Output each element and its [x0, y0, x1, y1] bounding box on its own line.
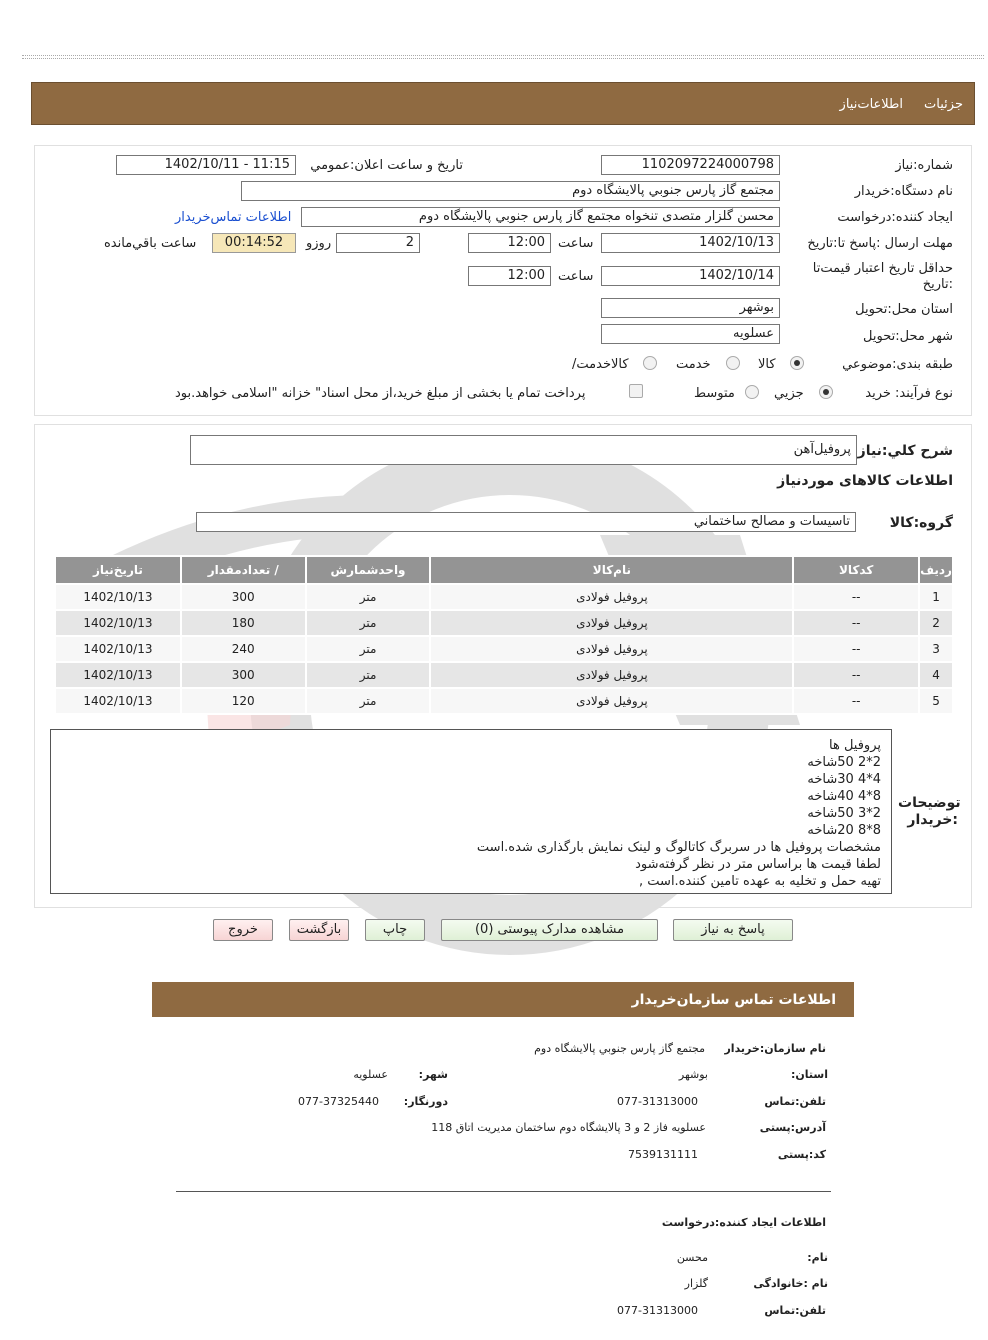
contact-city-label: :شهر: [418, 1068, 448, 1081]
contact-province-value: بوشهر: [678, 1068, 708, 1081]
table-row: [55, 636, 953, 662]
treasury-payment-note: پرداخت تمام يا بخشی از مبلغ خريد،از محل اسناد" خزانه "اسلامی خواهد.بود: [175, 386, 586, 401]
buyer-contact-link[interactable]: اطلاعات تماس‌خريدار: [175, 210, 292, 225]
cell-name: پروفيل فولادی: [430, 610, 793, 636]
contact-phone-value: 077-31313000: [617, 1095, 698, 1108]
cell-row: 4: [919, 662, 953, 688]
send-time-field: 12:00: [468, 233, 551, 253]
creator-field: محسن گلزار متصدی تنخواه مجتمع گاز پارس جنوبي پالايشگاه دوم: [301, 207, 780, 227]
process-label: نوع فرآيند: خريد: [865, 386, 953, 401]
print-button[interactable]: چاپ: [365, 919, 425, 941]
need-summary-label: شرح کلي:نياز: [857, 443, 953, 459]
tab-need-info[interactable]: اطلاعات‌نياز: [839, 97, 903, 112]
cell-date: 1402/10/13: [55, 610, 181, 636]
category-label: طبقه بندی:موضوعي: [842, 357, 953, 372]
creator-label: ايجاد کننده:درخواست: [837, 210, 953, 225]
note-line: 4*4 30شاخه: [807, 772, 881, 787]
treasury-payment-checkbox[interactable]: [629, 384, 643, 398]
contact-divider: [176, 1191, 831, 1192]
table-row: [55, 610, 953, 636]
remaining-timer: 00:14:52: [212, 233, 296, 253]
cell-qty: 300: [181, 662, 306, 688]
remaining-label: ساعت باقي‌مانده: [104, 236, 197, 251]
cell-unit: متر: [306, 610, 431, 636]
col-unit: واحدشمارش: [306, 556, 431, 584]
cell-name: پروفيل فولادی: [430, 688, 793, 714]
items-table: [54, 555, 954, 715]
cell-unit: متر: [306, 662, 431, 688]
contact-postal-value: 7539131111: [628, 1148, 698, 1161]
contact-org-value: مجتمع گاز پارس جنوبي پالايشگاه دوم: [534, 1042, 705, 1055]
province-label: استان محل:تحويل: [855, 302, 953, 317]
cell-qty: 120: [181, 688, 306, 714]
top-divider: [22, 55, 984, 59]
validity-time-field: 12:00: [468, 266, 551, 286]
process-radio-minor[interactable]: [819, 385, 833, 399]
creator-phone-value: 077-31313000: [617, 1304, 698, 1317]
cell-name: پروفيل فولادی: [430, 636, 793, 662]
category-option-goods-service: /کالاخدمت: [572, 357, 629, 372]
buyer-notes-label: توضيحات :خريدار: [898, 795, 961, 828]
cell-date: 1402/10/13: [55, 584, 181, 610]
need-number-label: شماره:نياز: [895, 158, 953, 173]
category-radio-goods[interactable]: [790, 356, 804, 370]
cell-qty: 300: [181, 584, 306, 610]
attachments-button[interactable]: مشاهده مدارک پيوستی (0): [441, 919, 658, 941]
note-line: 8*8 20شاخه: [807, 823, 881, 838]
note-line: 8*4 40شاخه: [807, 789, 881, 804]
cell-date: 1402/10/13: [55, 688, 181, 714]
goods-group-label: گروه:کالا: [889, 515, 953, 531]
cell-row: 1: [919, 584, 953, 610]
contact-phone-label: تلفن:تماس: [764, 1095, 826, 1108]
cell-code: --: [793, 610, 919, 636]
tab-details[interactable]: جزئيات: [924, 97, 963, 112]
process-option-minor: جزيي: [774, 386, 804, 401]
col-qty: / تعدادمقدار: [181, 556, 306, 584]
day-label: روزو: [306, 236, 332, 251]
cell-date: 1402/10/13: [55, 636, 181, 662]
col-row: رديف: [919, 556, 953, 584]
note-line: لطفا قيمت ها براساس متر در نظر گرفته‌شود: [635, 857, 881, 872]
header-bar: [31, 82, 975, 125]
contact-postal-label: کد:پستی: [777, 1148, 826, 1161]
contact-address-label: آدرس:پستی: [759, 1121, 826, 1134]
send-date-field: 1402/10/13: [601, 233, 780, 253]
cell-unit: متر: [306, 584, 431, 610]
cell-name: پروفيل فولادی: [430, 584, 793, 610]
table-row: [55, 688, 953, 714]
province-field: بوشهر: [601, 298, 780, 318]
note-line: مشخصات پروفيل ها در سربرگ کاتالوگ و لينک نمايش بارگذاری شده.است: [476, 840, 881, 855]
contact-fax-label: :دورنگار: [403, 1095, 448, 1108]
creator-family-value: گلزار: [684, 1277, 708, 1290]
cell-row: 5: [919, 688, 953, 714]
table-row: [55, 584, 953, 610]
creator-family-label: نام :خانوادگی: [753, 1277, 828, 1290]
city-label: شهر محل:تحويل: [863, 329, 953, 344]
col-name: نام‌کالا: [430, 556, 793, 584]
cell-row: 3: [919, 636, 953, 662]
cell-unit: متر: [306, 688, 431, 714]
contact-header-bar: [152, 982, 854, 1017]
creator-name-value: محسن: [676, 1251, 708, 1264]
validity-hour-label: ساعت: [558, 269, 594, 284]
creator-name-label: :نام: [807, 1251, 828, 1264]
cell-date: 1402/10/13: [55, 662, 181, 688]
cell-unit: متر: [306, 636, 431, 662]
category-radio-service[interactable]: [726, 356, 740, 370]
contact-fax-value: 077-37325440: [298, 1095, 379, 1108]
contact-province-label: :استان: [790, 1068, 828, 1081]
category-option-service: خدمت: [676, 357, 711, 372]
cell-code: --: [793, 584, 919, 610]
contact-address-value: عسلويه فاز 2 و 3 پالايشگاه دوم ساختمان مديريت اتاق 118: [431, 1121, 706, 1134]
note-line: 2*2 50شاخه: [807, 755, 881, 770]
goods-info-heading: اطلاعات کالاهای مورد‌نياز: [777, 473, 953, 489]
note-line: 2*3 50شاخه: [807, 806, 881, 821]
col-code: کدکالا: [793, 556, 919, 584]
back-button[interactable]: بازگشت: [289, 919, 349, 941]
cell-qty: 240: [181, 636, 306, 662]
send-deadline-label: مهلت ارسال :پاسخ تا:تاريخ: [807, 236, 953, 251]
creator-section-heading: اطلاعات ايجاد کننده:درخواست: [661, 1216, 826, 1229]
note-line: تهيه حمل و تخليه به عهده تامين کننده.است ,: [639, 874, 881, 889]
category-radio-goods-service[interactable]: [643, 356, 657, 370]
contact-city-value: عسلويه: [353, 1068, 388, 1081]
buyer-org-field: مجتمع گاز پارس جنوبي پالايشگاه دوم: [241, 181, 780, 201]
cell-code: --: [793, 662, 919, 688]
cell-code: --: [793, 688, 919, 714]
process-radio-medium[interactable]: [745, 385, 759, 399]
announce-datetime-field: 1402/10/11 - 11:15: [116, 155, 296, 175]
goods-group-field: تاسيسات و مصالح ساختماني: [196, 512, 856, 532]
reply-button[interactable]: پاسخ به نياز: [673, 919, 793, 941]
cell-qty: 180: [181, 610, 306, 636]
validity-label: حداقل تاريخ اعتبار قيمت‌تا :تاريخ: [812, 261, 953, 292]
validity-date-field: 1402/10/14: [601, 266, 780, 286]
creator-phone-label: تلفن:تماس: [764, 1304, 826, 1317]
process-option-medium: متوسط: [694, 386, 735, 401]
exit-button[interactable]: خروج: [213, 919, 273, 941]
col-date: تاريخ‌نياز: [55, 556, 181, 584]
buyer-org-label: نام دستگاه:خريدار: [854, 184, 953, 199]
city-field: عسلويه: [601, 324, 780, 344]
note-line: پروفيل ها: [829, 738, 881, 753]
days-field: 2: [336, 233, 420, 253]
category-option-goods: کالا: [758, 357, 776, 372]
cell-name: پروفيل فولادی: [430, 662, 793, 688]
contact-org-label: نام سازمان:خريدار: [724, 1042, 826, 1055]
send-hour-label: ساعت: [558, 236, 594, 251]
buyer-notes-box: [50, 729, 892, 894]
need-summary-field: پروفيل‌آهن: [190, 435, 857, 465]
cell-row: 2: [919, 610, 953, 636]
announce-label: تاريخ و ساعت اعلان:عمومي: [310, 158, 463, 173]
contact-header-title: اطلاعات تماس سازمان‌خريدار: [631, 992, 836, 1008]
table-row: [55, 662, 953, 688]
need-number-field: 1102097224000798: [601, 155, 780, 175]
cell-code: --: [793, 636, 919, 662]
